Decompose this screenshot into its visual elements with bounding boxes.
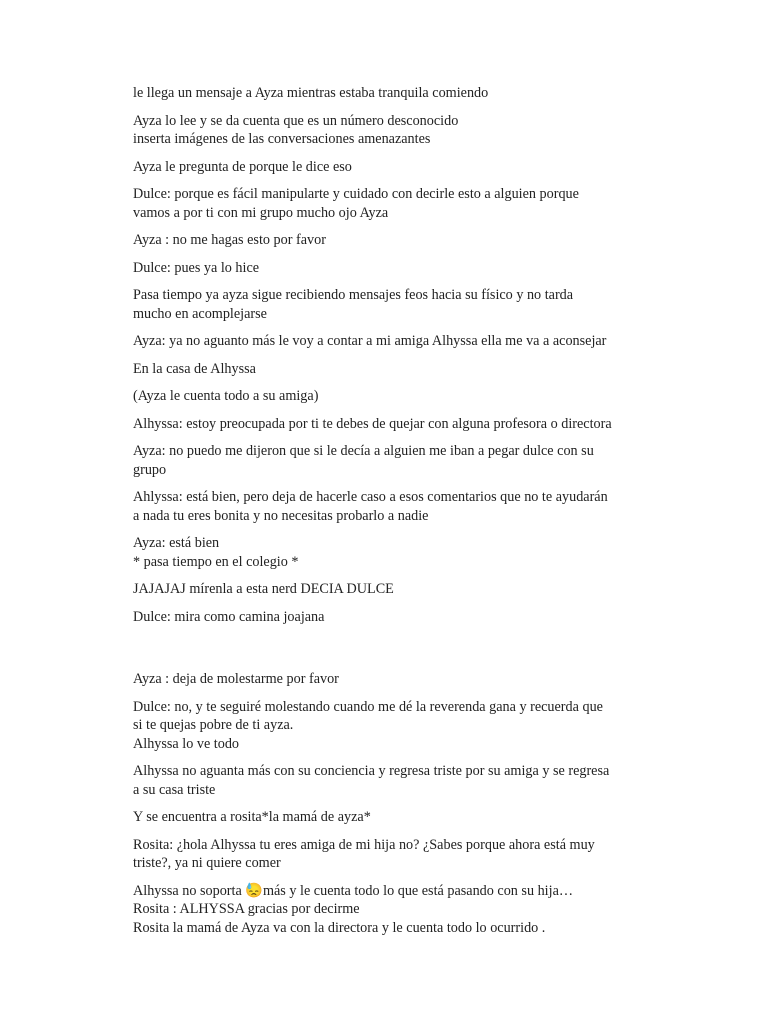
document-page xyxy=(133,84,733,946)
text-line: Pasa tiempo ya ayza sigue recibiendo mensajes feos hacia su físico y no tarda xyxy=(133,287,574,303)
paragraph xyxy=(133,84,733,103)
paragraph xyxy=(133,836,733,873)
text-line: (Ayza le cuenta todo a su amiga) xyxy=(133,388,319,404)
text-line: grupo xyxy=(133,461,167,478)
text-line: Ayza : deja de molestarme por favor xyxy=(133,671,339,687)
paragraph xyxy=(133,415,733,434)
paragraph xyxy=(133,231,733,250)
text-line: a su casa triste xyxy=(133,781,216,798)
text-line: Dulce: pues ya lo hice xyxy=(133,259,260,276)
text-line: triste?, ya ni quiere comer xyxy=(133,855,281,871)
text-line: Rosita: ¿hola Alhyssa tu eres amiga de mi hija no? ¿Sabes porque ahora está muy xyxy=(133,836,595,853)
paragraph xyxy=(133,534,733,571)
paragraph xyxy=(133,670,733,689)
text-line: a nada tu eres bonita y no necesitas probarlo a nadie xyxy=(133,507,429,524)
paragraph xyxy=(133,112,733,149)
paragraph xyxy=(133,580,733,599)
text-line: Ayza le pregunta de porque le dice eso xyxy=(133,158,352,175)
paragraph xyxy=(133,332,733,351)
paragraph xyxy=(133,360,733,379)
paragraph xyxy=(133,286,733,323)
paragraph xyxy=(133,698,733,754)
paragraph xyxy=(133,442,733,479)
text-line: inserta imágenes de las conversaciones amenazantes xyxy=(133,131,431,147)
paragraph xyxy=(133,185,733,222)
text-line: * pasa tiempo en el colegio * xyxy=(133,553,299,570)
paragraph xyxy=(133,259,733,278)
text-line: Alhyssa: estoy preocupada por ti te debes de quejar con alguna profesora o directora xyxy=(133,415,612,432)
text-line: Ahlyssa: está bien, pero deja de hacerle caso a esos comentarios que no te ayudarán xyxy=(133,489,608,505)
text-line: Y se encuentra a rosita*la mamá de ayza* xyxy=(133,809,371,825)
text-line: Ayza: está bien xyxy=(133,535,220,551)
paragraph xyxy=(133,387,733,406)
text-line: Rosita : ALHYSSA gracias por decirme xyxy=(133,901,360,917)
text-line: Ayza lo lee y se da cuenta que es un número desconocido xyxy=(133,112,459,129)
paragraph xyxy=(133,488,733,525)
paragraph xyxy=(133,158,733,177)
text-line: mucho en acomplejarse xyxy=(133,305,267,322)
paragraph xyxy=(133,608,733,627)
paragraph xyxy=(133,882,733,938)
paragraph xyxy=(133,808,733,827)
text-line: Ayza: no puedo me dijeron que si le decía a alguien me iban a pegar dulce con su xyxy=(133,443,594,459)
text-line: En la casa de Alhyssa xyxy=(133,360,256,377)
text-line: Dulce: porque es fácil manipularte y cuidado con decirle esto a alguien porque xyxy=(133,186,579,202)
text-line: Alhyssa no aguanta más con su conciencia y regresa triste por su amiga y se regresa xyxy=(133,763,610,779)
text-line: Alhyssa no soporta 😓más y le cuenta todo lo que está pasando con su hija… xyxy=(133,882,574,899)
text-line: Dulce: mira como camina joajana xyxy=(133,608,325,625)
text-line: Ayza: ya no aguanto más le voy a contar a mi amiga Alhyssa ella me va a aconsejar xyxy=(133,333,607,349)
text-line: le llega un mensaje a Ayza mientras estaba tranquila comiendo xyxy=(133,85,489,101)
paragraph xyxy=(133,762,733,799)
text-line: si te quejas pobre de ti ayza. xyxy=(133,717,294,733)
text-line: Rosita la mamá de Ayza va con la directora y le cuenta todo lo ocurrido . xyxy=(133,919,546,936)
text-line: Ayza : no me hagas esto por favor xyxy=(133,232,326,248)
text-line: vamos a por ti con mi grupo mucho ojo Ayza xyxy=(133,204,389,221)
text-line: Alhyssa lo ve todo xyxy=(133,735,240,752)
text-line: Dulce: no, y te seguiré molestando cuando me dé la reverenda gana y recuerda que xyxy=(133,698,603,715)
blank-gap xyxy=(133,635,733,670)
text-line: JAJAJAJ mírenla a esta nerd DECIA DULCE xyxy=(133,581,394,597)
